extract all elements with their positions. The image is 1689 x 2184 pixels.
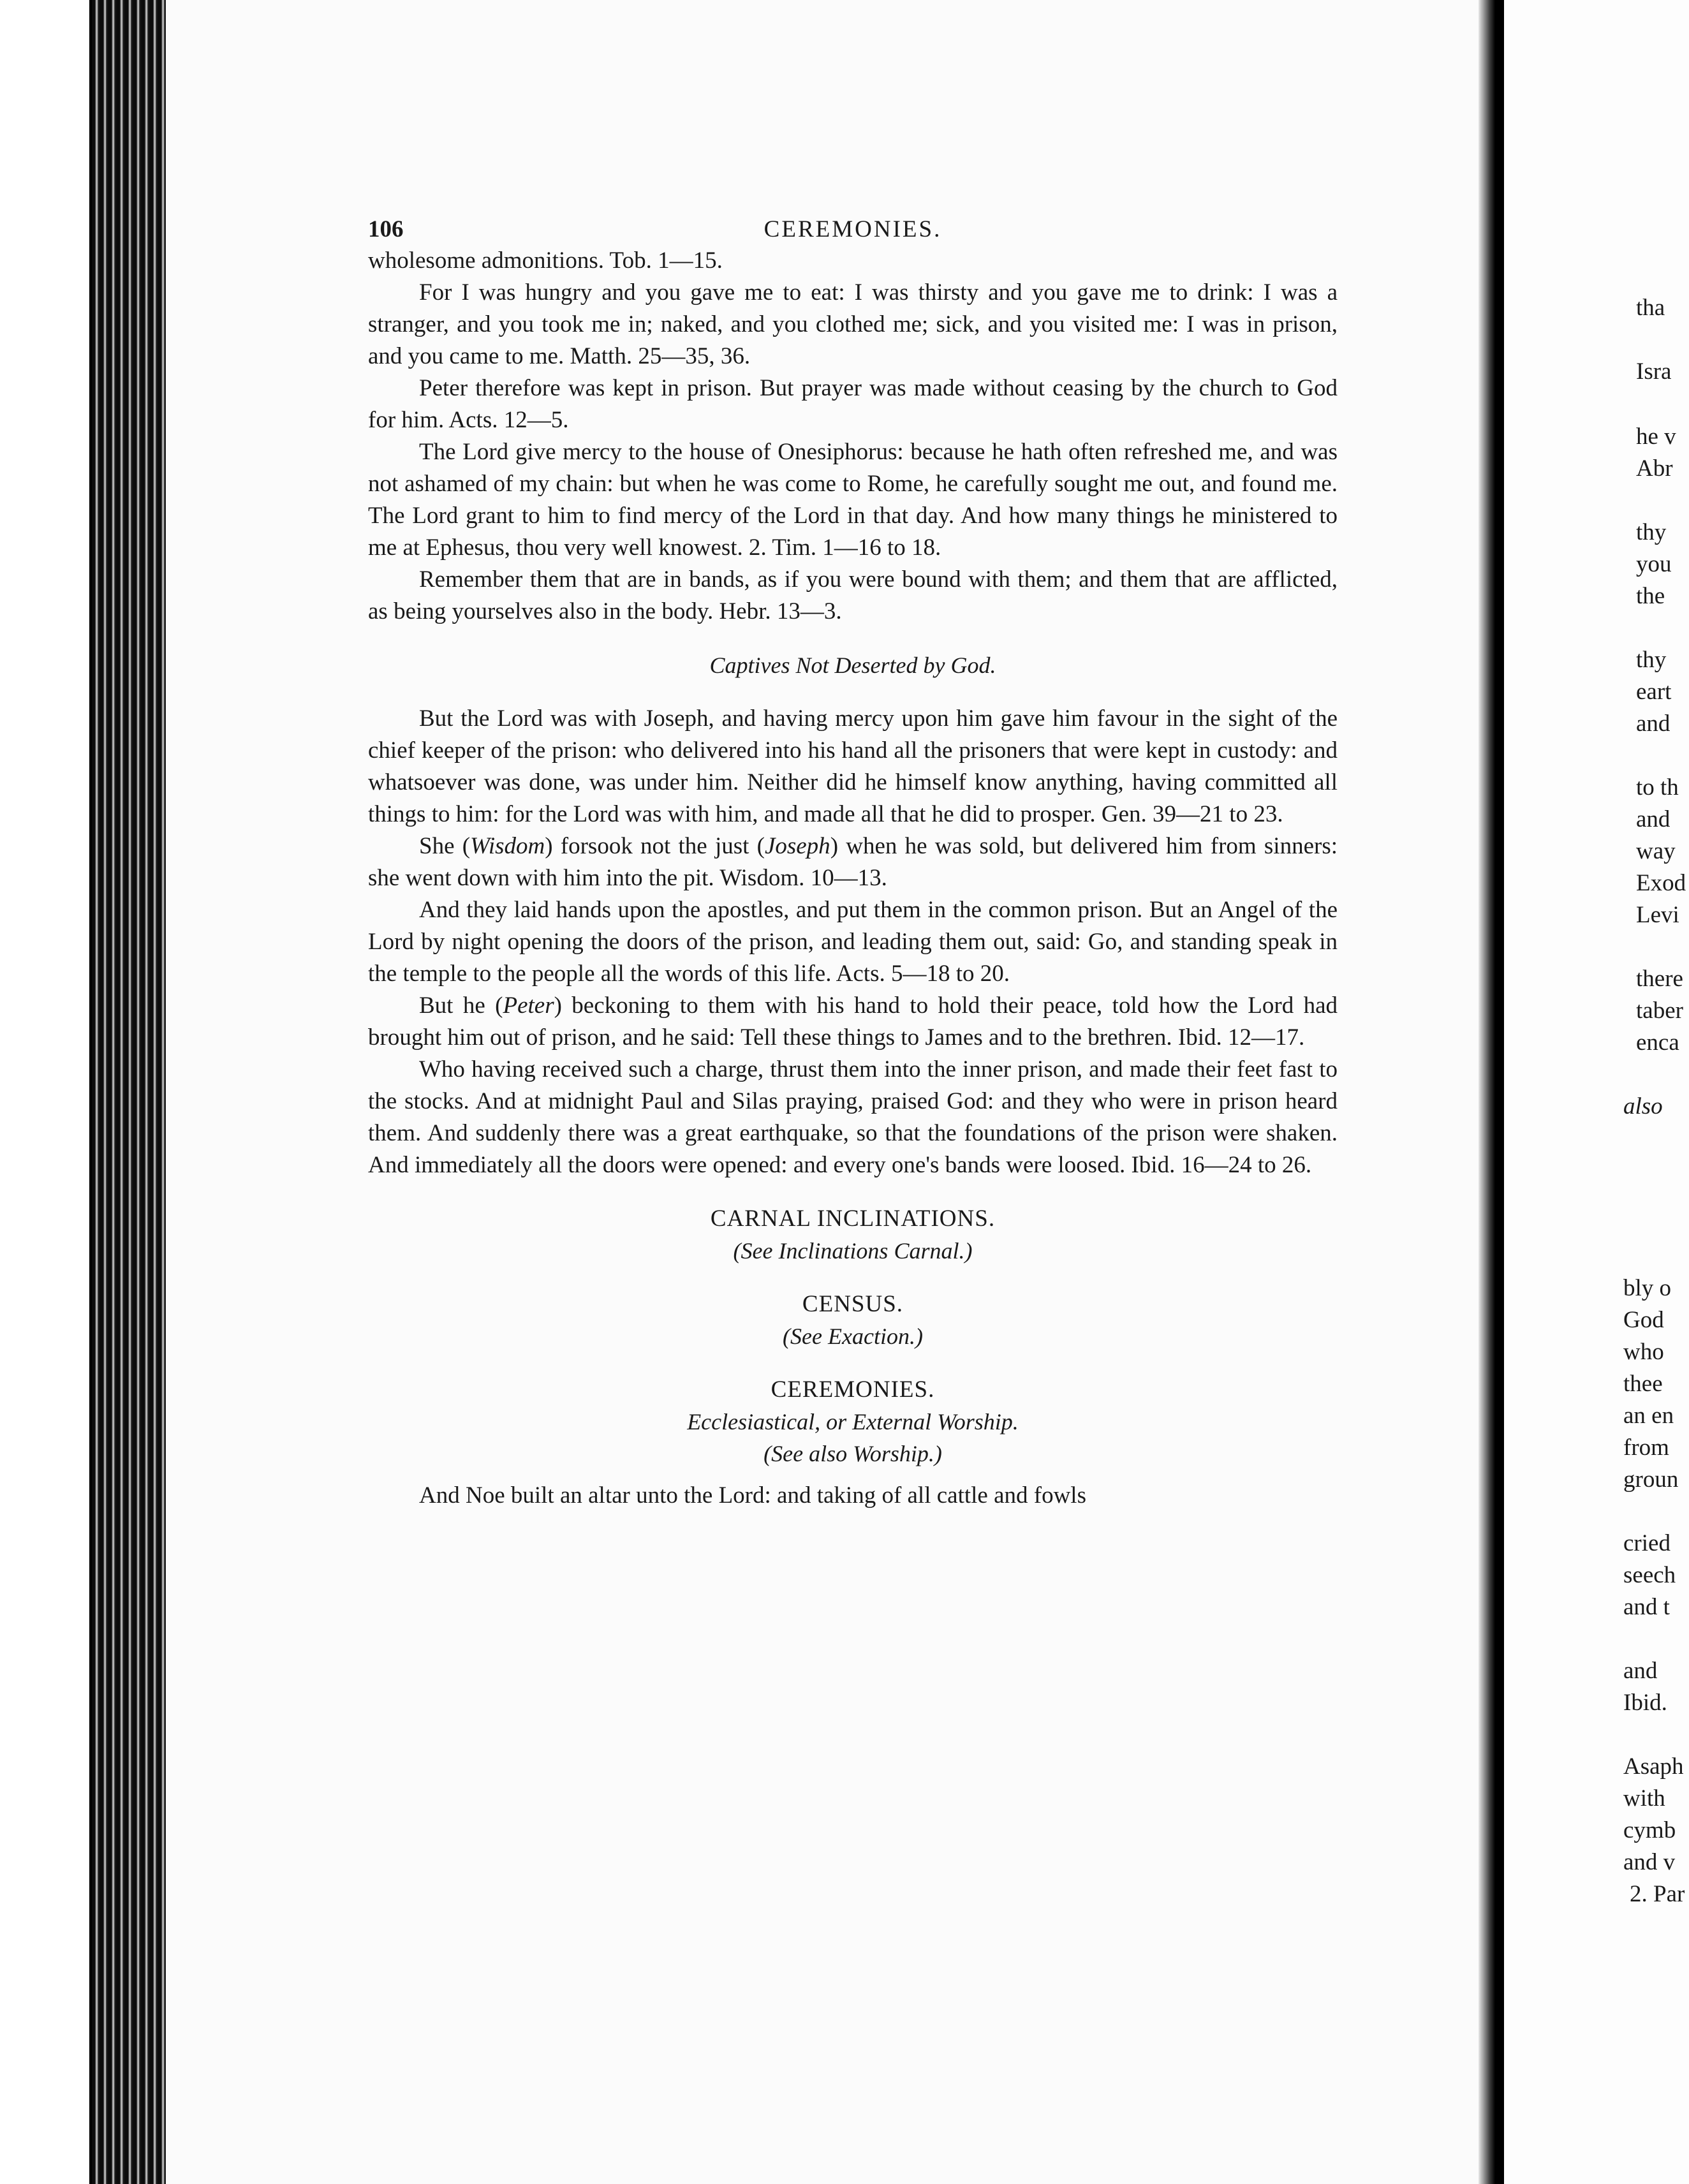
facing-line-fragment: thy [1636,519,1667,545]
running-head: CEREMONIES. [763,216,942,242]
facing-line-fragment: tha [1636,295,1665,321]
paragraph: And Noe built an altar unto the Lord: and taking of all cattle and fowls [419,1482,1086,1509]
facing-line-fragment: cymb [1623,1817,1676,1843]
entry-subtitle: Ecclesiastical, or External Worship. [687,1409,1019,1435]
facing-line-fragment: Levi [1636,902,1679,928]
facing-line-fragment: an en [1623,1403,1674,1429]
facing-line-fragment: who [1623,1339,1664,1365]
facing-line-fragment: there [1636,966,1683,992]
facing-line-fragment: seech [1623,1562,1676,1588]
facing-line-fragment: and v [1623,1849,1676,1875]
facing-line-fragment: taber [1636,998,1683,1024]
facing-line-fragment: thy [1636,647,1667,673]
cross-reference: (See Inclinations Carnal.) [733,1238,973,1264]
facing-line-fragment: Exod [1636,870,1686,896]
paragraph: But the Lord was with Joseph, and having mercy upon him gave him favour in the sight of the chief keeper of the prison: who delivered into his hand all the prisoners that were kept in custody: and whatsoever was done, was under him. Neither did he himself know anything, having committed all things to him: for the Lord was with him, and made all that he did to prosper. Gen. 39—21 to 23. [368,705,1338,827]
facing-line-fragment: eart [1636,679,1672,705]
cross-reference: (See also Worship.) [763,1441,942,1466]
entry-title-carnal-inclinations: CARNAL INCLINATIONS. [710,1206,996,1232]
paragraph: wholesome admonitions. Tob. 1—15. [368,247,723,274]
page-number: 106 [368,216,404,242]
entry-title-ceremonies: CEREMONIES. [771,1376,935,1403]
facing-line-fragment: 2. Par [1630,1881,1685,1907]
facing-line-fragment: thee [1623,1371,1663,1397]
facing-line-fragment: and [1623,1658,1658,1684]
facing-line-fragment: the [1636,583,1665,609]
paragraph: Remember them that are in bands, as if you were bound with them; and them that are afflicted, as being yourselves also in the body. Hebr. 13—3. [368,566,1338,624]
paragraph: Peter therefore was kept in prison. But prayer was made without ceasing by the church to God for him. Acts. 12—5. [368,375,1338,433]
paragraph: Who having received such a charge, thrust them into the inner prison, and made their feet fast to the stocks. And at midnight Paul and Silas praying, praised God: and they who were in prison heard them. And suddenly there was a great earthquake, so that the foundations of the prison were shaken. And immediately all the doors were opened: and every one's bands were loosed. Ibid. 16—24 to 26. [368,1056,1338,1178]
paragraph: The Lord give mercy to the house of Onesiphorus: because he hath often refreshed me, and was not ashamed of my chain: but when he was come to Rome, he carefully sought me out, and found me. The Lord grant to him to find mercy of the Lord in that day. And how many things he ministered to me at Ephesus, thou very well knowest. 2. Tim. 1—16 to 18. [368,439,1338,561]
section-heading: Captives Not Deserted by God. [709,653,996,678]
facing-line-fragment: way [1636,838,1676,864]
facing-line-fragment: Ibid. [1623,1690,1667,1716]
facing-line-fragment: bly o [1623,1275,1672,1301]
paragraph: She (Wisdom) forsook not the just (Joseph) when he was sold, but delivered him from sinners: she went down with him into the pit. Wisdom. 10—13. [368,833,1338,891]
scan-margin [0,0,89,2184]
facing-line-fragment: Abr [1636,455,1673,482]
book-gutter [1479,0,1504,2184]
cross-reference: (See Exaction.) [783,1324,923,1349]
facing-line-fragment: he v [1636,424,1676,450]
facing-line-fragment: you [1636,551,1672,577]
paragraph: And they laid hands upon the apostles, and put them in the common prison. But an Angel of the Lord by night opening the doors of the prison, and leading them out, said: Go, and standing speak in the temple to the people all the words of this life. Acts. 5—18 to 20. [368,897,1338,987]
facing-line-fragment: also [1623,1093,1663,1119]
entry-title-census: CENSUS. [802,1291,904,1317]
facing-line-fragment: and [1636,806,1671,832]
paragraph: For I was hungry and you gave me to eat: I was thirsty and you gave me to drink: I was a stranger, and you took me in; naked, and you clothed me; sick, and you visited me: I was in prison, and you came to me. Matth. 25—35, 36. [368,279,1338,369]
facing-page-fragments [1617,0,1689,2184]
facing-line-fragment: cried [1623,1530,1671,1556]
facing-line-fragment: enca [1636,1029,1679,1056]
facing-line-fragment: with [1623,1785,1665,1811]
paragraph: But he (Peter) beckoning to them with his hand to hold their peace, told how the Lord had brought him out of prison, and he said: Tell these things to James and to the brethren. Ibid. 12—17. [368,992,1338,1051]
facing-line-fragment: to th [1636,774,1679,801]
book-page-edges [89,0,168,2184]
facing-line-fragment: and t [1623,1594,1670,1620]
facing-line-fragment: groun [1623,1466,1679,1493]
facing-line-fragment: Isra [1636,358,1672,385]
page-header [368,204,1338,245]
facing-line-fragment: and [1636,711,1671,737]
facing-line-fragment: God [1623,1307,1664,1333]
facing-line-fragment: from [1623,1435,1669,1461]
book-page [368,204,1338,1512]
facing-line-fragment: Asaph [1623,1753,1684,1780]
